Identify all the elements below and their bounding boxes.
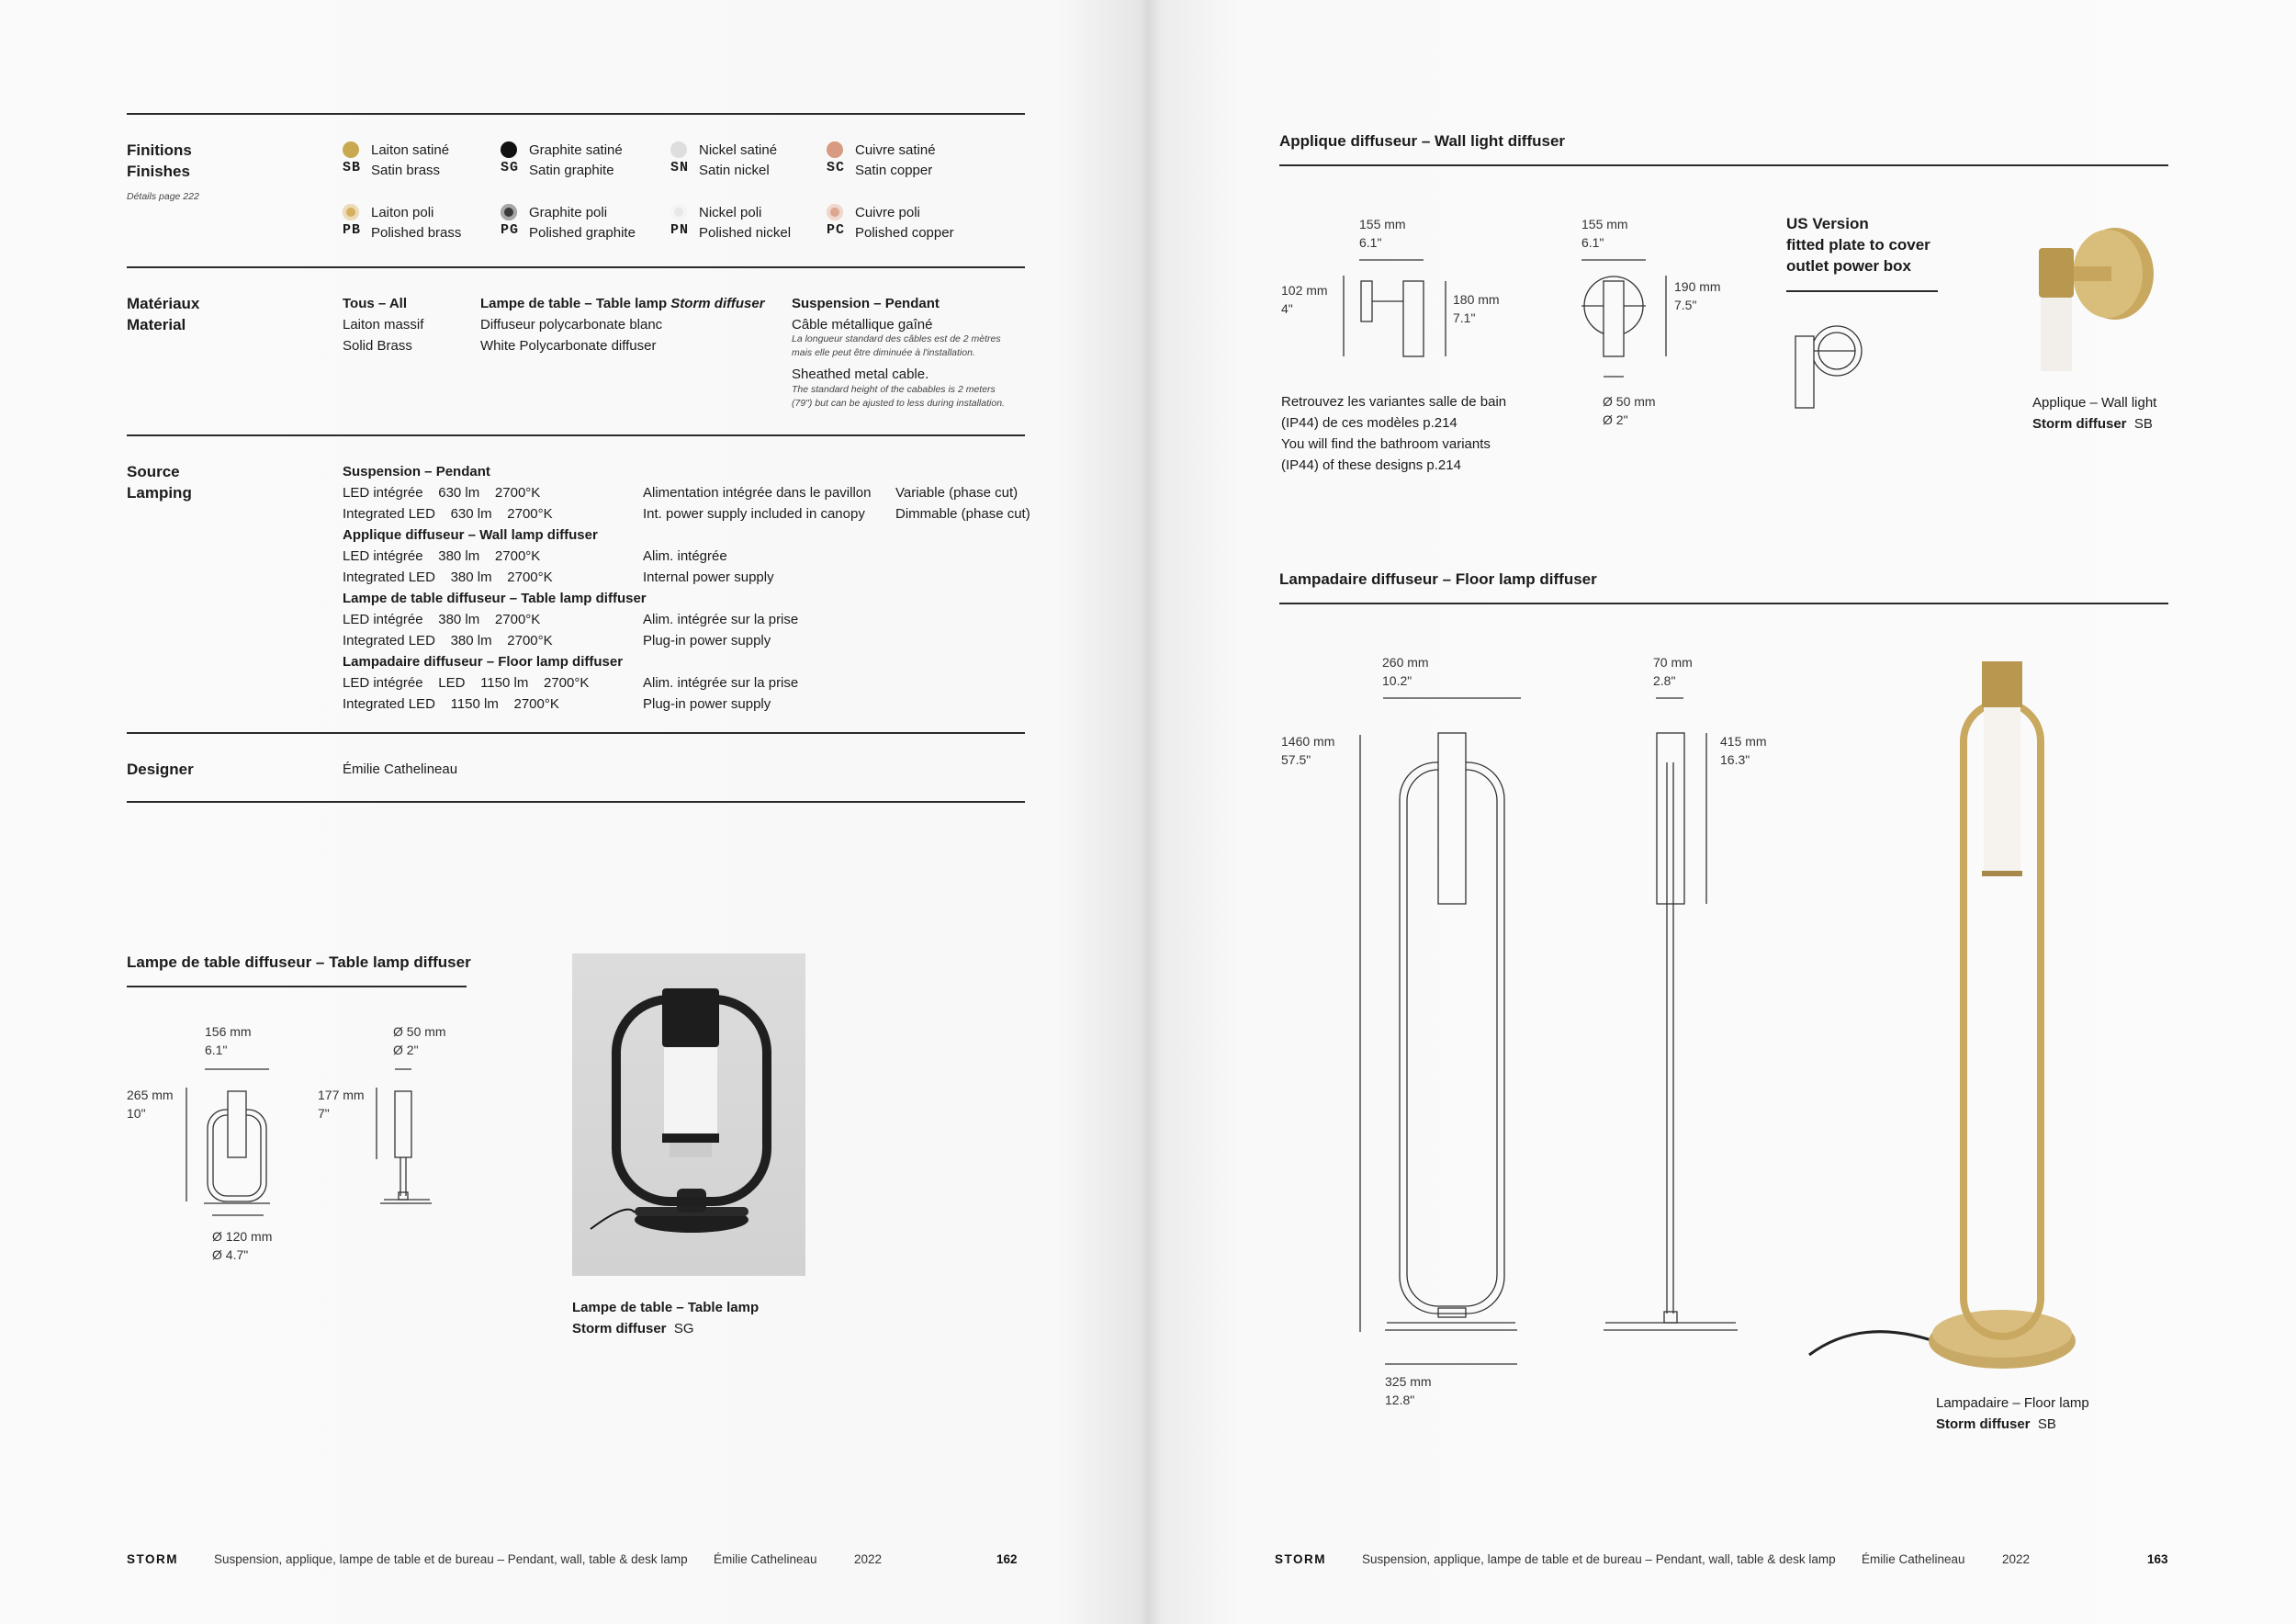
finish-name-en: Polished nickel (699, 225, 792, 241)
material-title-fr: Matériaux (127, 295, 200, 312)
wall-caption-1: Applique – Wall light (2032, 395, 2157, 411)
source-title-2: Lamping (127, 484, 192, 502)
material-all-en: Solid Brass (343, 338, 412, 354)
table-dim-diam-mm: Ø 50 mm (393, 1024, 446, 1039)
floor-dim-base-in: 12.8" (1385, 1393, 1415, 1407)
source-table-head: Lampe de table diffuseur – Table lamp diffuser (343, 591, 647, 606)
floor-caption-2 (1936, 1414, 2056, 1435)
wall-dim-w2-mm: 155 mm (1581, 217, 1628, 231)
wall-dim-w1-mm: 155 mm (1359, 217, 1406, 231)
finishes-title-fr: Finitions (127, 141, 192, 159)
table-lamp-caption-name: Storm diffuser (572, 1321, 667, 1336)
finishes-details-note: Détails page 222 (127, 191, 199, 202)
floor-dim-height2-in: 16.3" (1720, 752, 1750, 767)
source-floor-power-fr: Alim. intégrée sur la prise (643, 675, 799, 691)
material-pendant-note-fr-2: mais elle peut être diminuée à l'installation. (792, 347, 975, 358)
floor-dim-height2-mm: 415 mm (1720, 734, 1767, 749)
table-dim-height2-mm: 177 mm (318, 1088, 365, 1102)
floor-dim-height-in: 57.5" (1281, 752, 1311, 767)
footer-designer: Émilie Cathelineau (1862, 1552, 1965, 1566)
wall-dim-h1-in: 4" (1281, 301, 1293, 316)
footer-brand: STORM (127, 1552, 179, 1566)
finish-name-fr: Nickel poli (699, 205, 762, 220)
footer-description: Suspension, applique, lampe de table et de bureau – Pendant, wall, table & desk lamp (1362, 1552, 1836, 1566)
floor-dim-width-mm: 260 mm (1382, 655, 1429, 670)
wall-caption-code: SB (2133, 416, 2153, 432)
finish-name-fr: Cuivre satiné (855, 142, 936, 158)
floor-heading: Lampadaire diffuseur – Floor lamp diffuser (1279, 570, 1597, 588)
finish-name-en: Polished graphite (529, 225, 636, 241)
material-table-head-text: Lampe de table – Table lamp (480, 296, 671, 311)
floor-caption-1: Lampadaire – Floor lamp (1936, 1395, 2089, 1411)
material-title-en: Material (127, 316, 186, 333)
finish-name-fr: Cuivre poli (855, 205, 920, 220)
source-pendant-dim-fr: Variable (phase cut) (895, 485, 1019, 501)
finish-code: PB (343, 222, 362, 238)
wall-dim-h3-mm: 190 mm (1674, 279, 1721, 294)
table-dim-height-in: 10" (127, 1106, 146, 1121)
source-pendant-led-en: Integrated LED 630 lm 2700°K (343, 506, 553, 522)
material-table-head-em: Storm diffuser (670, 296, 765, 311)
material-pendant-head: Suspension – Pendant (792, 296, 940, 311)
wall-dim-w1-in: 6.1" (1359, 235, 1382, 250)
us-version-line-3: outlet power box (1786, 257, 1911, 275)
us-version-line-1: US Version (1786, 215, 1869, 232)
source-wall-power-en: Internal power supply (643, 570, 774, 585)
source-wall-head: Applique diffuseur – Wall lamp diffuser (343, 527, 598, 543)
table-lamp-caption-1: Lampe de table – Table lamp (572, 1300, 760, 1315)
finish-name-fr: Nickel satiné (699, 142, 778, 158)
source-title-1: Source (127, 463, 180, 480)
designer-name: Émilie Cathelineau (343, 761, 458, 777)
wall-note-3: You will find the bathroom variants (1281, 436, 1491, 452)
source-pendant-power-en: Int. power supply included in canopy (643, 506, 865, 522)
finish-code: SG (501, 160, 520, 175)
floor-dim-width-in: 10.2" (1382, 673, 1412, 688)
finishes-title-en: Finishes (127, 163, 190, 180)
finish-name-fr: Laiton poli (371, 205, 434, 220)
finish-code: SC (827, 160, 846, 175)
wall-dim-h1-mm: 102 mm (1281, 283, 1328, 298)
finish-name-en: Satin brass (371, 163, 441, 178)
wall-dim-diam-mm: Ø 50 mm (1603, 394, 1656, 409)
footer-page-number: 162 (996, 1552, 1018, 1566)
designer-label: Designer (127, 761, 194, 778)
us-version-line-2: fitted plate to cover (1786, 236, 1930, 254)
finish-code: PC (827, 222, 846, 238)
table-dim-base-mm: Ø 120 mm (212, 1229, 273, 1244)
source-table-led-fr: LED intégrée 380 lm 2700°K (343, 612, 541, 627)
finish-name-en: Satin copper (855, 163, 933, 178)
floor-lamp-illustration (1809, 661, 2085, 1378)
finish-name-en: Satin graphite (529, 163, 614, 178)
table-dim-height2-in: 7" (318, 1106, 330, 1121)
table-dim-height-mm: 265 mm (127, 1088, 174, 1102)
footer-brand: STORM (1275, 1552, 1327, 1566)
floor-dim-depth-in: 2.8" (1653, 673, 1676, 688)
source-table-led-en: Integrated LED 380 lm 2700°K (343, 633, 553, 648)
finish-code: PG (501, 222, 520, 238)
wall-heading: Applique diffuseur – Wall light diffuser (1279, 132, 1566, 150)
wall-dim-diam-in: Ø 2" (1603, 412, 1628, 427)
source-floor-led-fr: LED intégrée LED 1150 lm 2700°K (343, 675, 590, 691)
source-table-power-fr: Alim. intégrée sur la prise (643, 612, 799, 627)
wall-note-4: (IP44) of these designs p.214 (1281, 457, 1461, 473)
material-table-fr: Diffuseur polycarbonate blanc (480, 317, 663, 333)
floor-dim-base-mm: 325 mm (1385, 1374, 1432, 1389)
footer-description: Suspension, applique, lampe de table et de bureau – Pendant, wall, table & desk lamp (214, 1552, 688, 1566)
table-dim-width-mm: 156 mm (205, 1024, 252, 1039)
material-pendant-fr: Câble métallique gaîné (792, 317, 933, 333)
wall-dim-h2-in: 7.1" (1453, 310, 1476, 325)
finish-name-fr: Graphite satiné (529, 142, 623, 158)
material-all-head: Tous – All (343, 296, 408, 311)
finish-name-en: Polished copper (855, 225, 954, 241)
finish-name-fr: Graphite poli (529, 205, 608, 220)
source-pendant-head: Suspension – Pendant (343, 464, 490, 479)
table-dim-width-in: 6.1" (205, 1043, 228, 1057)
material-pendant-note-en-1: The standard height of the cabables is 2 meters (792, 384, 996, 395)
footer-designer: Émilie Cathelineau (714, 1552, 817, 1566)
finish-code: SN (670, 160, 690, 175)
wall-dim-h3-in: 7.5" (1674, 298, 1697, 312)
material-pendant-en: Sheathed metal cable. (792, 367, 929, 382)
finish-name-en: Polished brass (371, 225, 462, 241)
table-lamp-caption-code: SG (673, 1321, 694, 1336)
floor-dim-height-mm: 1460 mm (1281, 734, 1335, 749)
source-table-power-en: Plug-in power supply (643, 633, 771, 648)
material-pendant-note-fr-1: La longueur standard des câbles est de 2 mètres (792, 333, 1001, 344)
wall-note-1: Retrouvez les variantes salle de bain (1281, 394, 1507, 410)
source-wall-led-fr: LED intégrée 380 lm 2700°K (343, 548, 541, 564)
source-wall-led-en: Integrated LED 380 lm 2700°K (343, 570, 553, 585)
finish-code: SB (343, 160, 362, 175)
table-dim-base-in: Ø 4.7" (212, 1247, 249, 1262)
source-floor-head: Lampadaire diffuseur – Floor lamp diffuser (343, 654, 624, 670)
source-floor-led-en: Integrated LED 1150 lm 2700°K (343, 696, 559, 712)
material-table-en: White Polycarbonate diffuser (480, 338, 657, 354)
wall-dim-w2-in: 6.1" (1581, 235, 1604, 250)
footer-page-number: 163 (2147, 1552, 2168, 1566)
wall-dim-h2-mm: 180 mm (1453, 292, 1500, 307)
material-pendant-note-en-2: (79") but can be ajusted to less during installation. (792, 398, 1005, 409)
footer-year: 2022 (2002, 1552, 2031, 1566)
source-pendant-led-fr: LED intégrée 630 lm 2700°K (343, 485, 541, 501)
floor-dim-depth-mm: 70 mm (1653, 655, 1693, 670)
finish-name-en: Satin nickel (699, 163, 770, 178)
floor-caption-name: Storm diffuser (1936, 1416, 2031, 1432)
floor-caption-code: SB (2037, 1416, 2056, 1432)
source-pendant-power-fr: Alimentation intégrée dans le pavillon (643, 485, 872, 501)
source-pendant-dim-en: Dimmable (phase cut) (895, 506, 1030, 522)
footer-year: 2022 (854, 1552, 883, 1566)
wall-note-2: (IP44) de ces modèles p.214 (1281, 415, 1458, 431)
source-wall-power-fr: Alim. intégrée (643, 548, 727, 564)
material-all-fr: Laiton massif (343, 317, 424, 333)
source-floor-power-en: Plug-in power supply (643, 696, 771, 712)
table-lamp-heading: Lampe de table diffuseur – Table lamp diffuser (127, 953, 471, 971)
table-dim-diam-in: Ø 2" (393, 1043, 419, 1057)
finish-name-fr: Laiton satiné (371, 142, 450, 158)
finish-code: PN (670, 222, 690, 238)
wall-caption-name: Storm diffuser (2032, 416, 2127, 432)
